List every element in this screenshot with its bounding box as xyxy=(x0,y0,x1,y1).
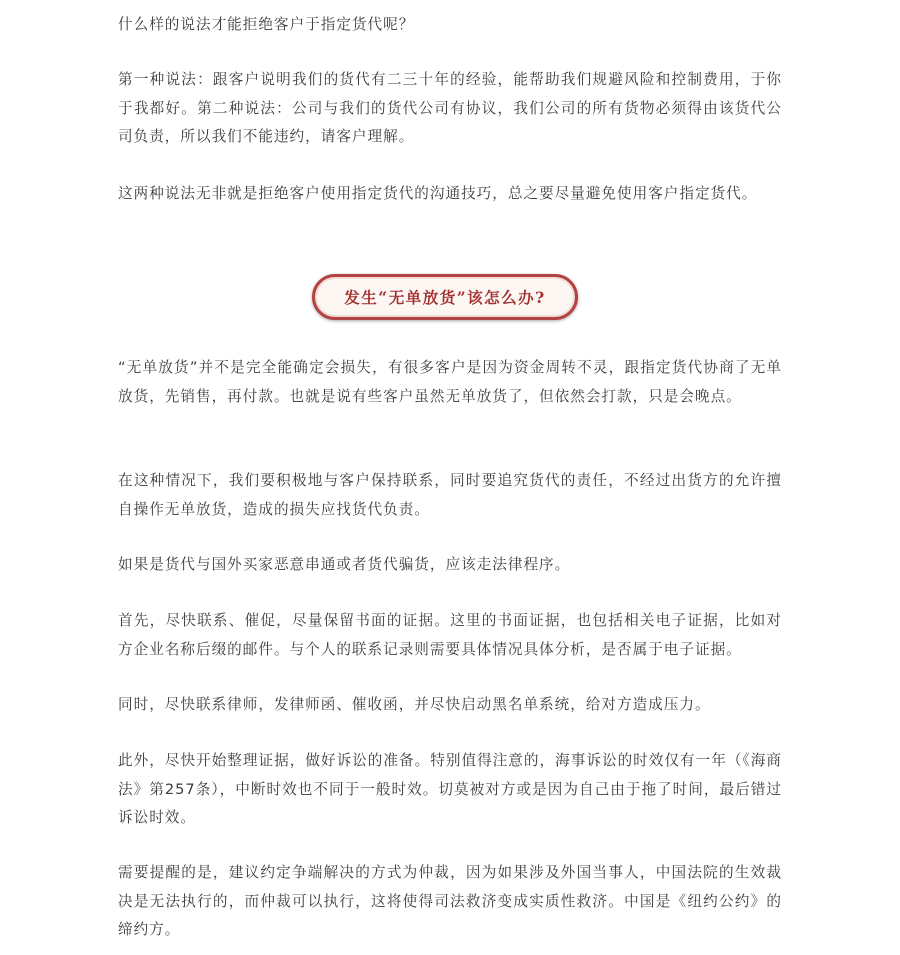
paragraph: 此外，尽快开始整理证据，做好诉讼的准备。特别值得注意的，海事诉讼的时效仅有一年（《海商法》第257条），中断时效也不同于一般时效。切莫被对方或是因为自己由于拖了时间，最后错过诉讼时效。 xyxy=(118,752,782,826)
section-heading-badge xyxy=(312,274,578,320)
paragraph: 在这种情况下，我们要积极地与客户保持联系，同时要追究货代的责任，不经过出货方的允许擅自操作无单放货，造成的损失应找货代负责。 xyxy=(118,472,782,518)
paragraph: 同时，尽快联系律师，发律师函、催收函，并尽快启动黑名单系统，给对方造成压力。 xyxy=(118,696,711,713)
paragraph: 如果是货代与国外买家恶意串通或者货代骗货，应该走法律程序。 xyxy=(118,556,571,573)
paragraph: 什么样的说法才能拒绝客户于指定货代呢？ xyxy=(118,16,415,33)
section-heading: 发生“无单放货”该怎么办? xyxy=(344,288,546,307)
paragraph: 第一种说法：跟客户说明我们的货代有二三十年的经验，能帮助我们规避风险和控制费用，于你于我都好。第二种说法：公司与我们的货代公司有协议，我们公司的所有货物必须得由该货代公司负责，所以我们不能违约，请客户理解。 xyxy=(118,71,782,145)
paragraph: 这两种说法无非就是拒绝客户使用指定货代的沟通技巧，总之要尽量避免使用客户指定货代。 xyxy=(118,185,758,202)
paragraph: 首先，尽快联系、催促，尽量保留书面的证据。这里的书面证据，也包括相关电子证据，比如对方企业名称后缀的邮件。与个人的联系记录则需要具体情况具体分析，是否属于电子证据。 xyxy=(118,612,782,658)
paragraph: “无单放货”并不是完全能确定会损失，有很多客户是因为资金周转不灵，跟指定货代协商了无单放货，先销售，再付款。也就是说有些客户虽然无单放货了，但依然会打款，只是会晚点。 xyxy=(118,359,782,405)
paragraph: 需要提醒的是，建议约定争端解决的方式为仲裁，因为如果涉及外国当事人，中国法院的生效裁决是无法执行的，而仲裁可以执行，这将使得司法救济变成实质性救济。中国是《纽约公约》的缔约方。 xyxy=(118,864,782,938)
